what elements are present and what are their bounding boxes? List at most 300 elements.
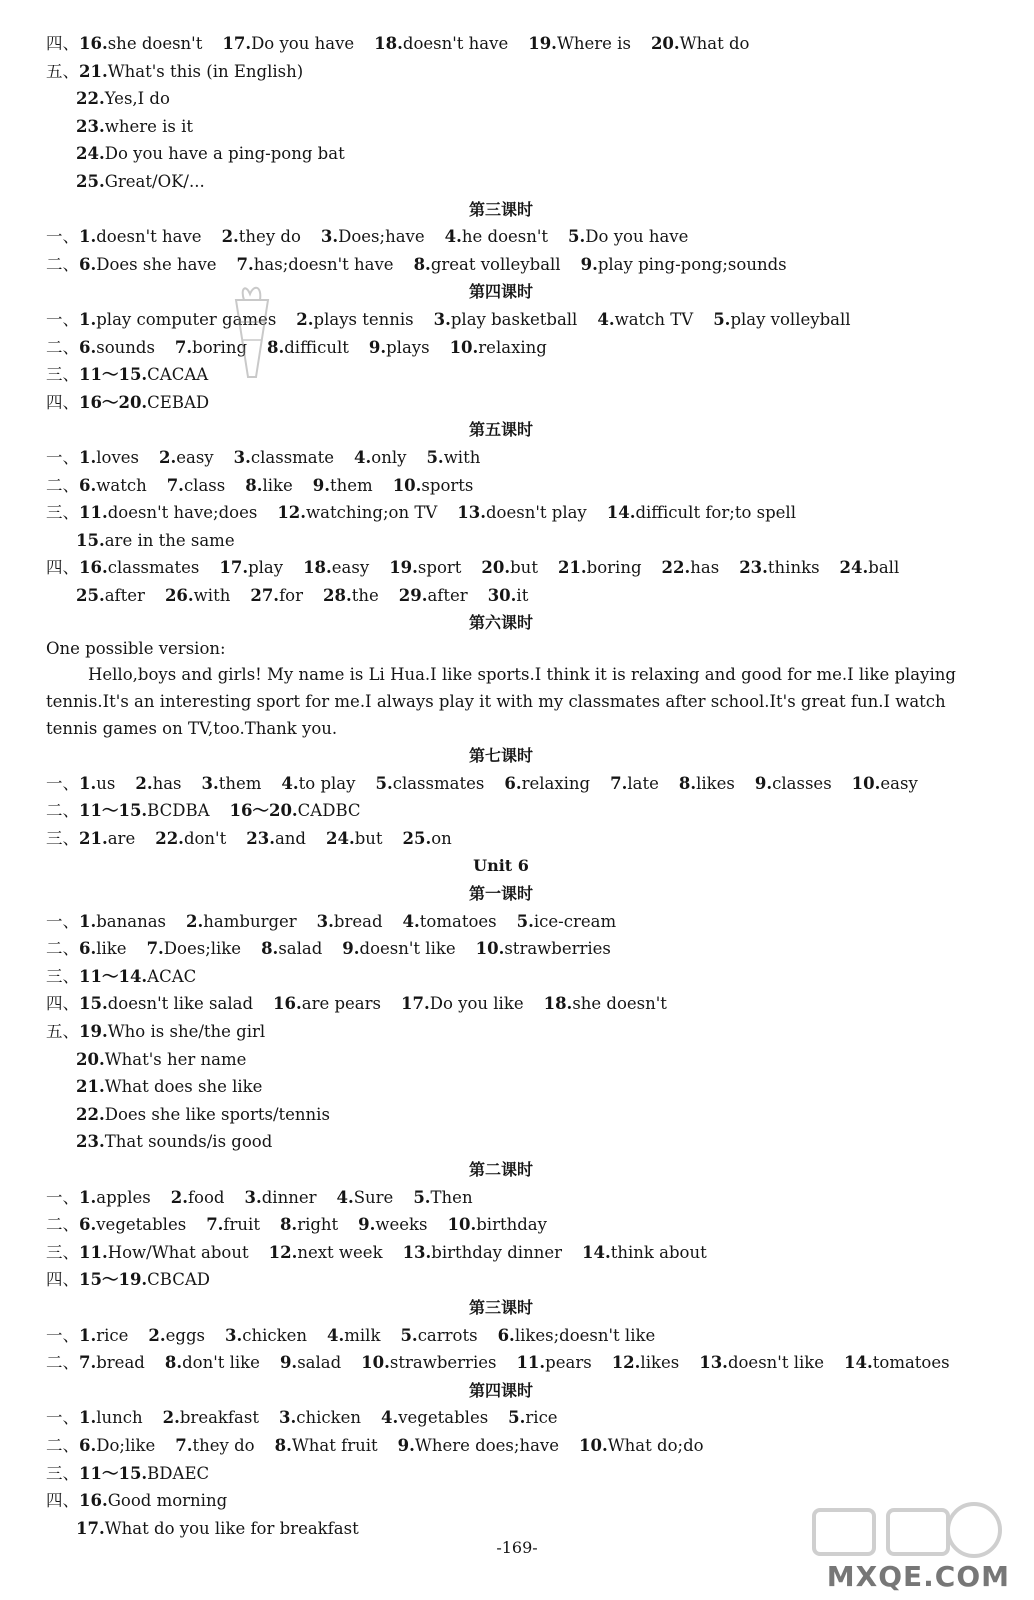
answer-text: like (96, 939, 127, 959)
question-number: 10. (579, 1435, 608, 1455)
section-label: 二、 (46, 337, 79, 357)
answer-item (321, 223, 425, 251)
answer-line (46, 306, 996, 334)
question-number: 27. (250, 585, 280, 605)
answer-text: play ping-pong;sounds (597, 254, 787, 274)
section-label: 一、 (46, 227, 79, 247)
answer-item (852, 770, 918, 798)
question-number: 13. (457, 503, 486, 523)
question-number: 24. (76, 144, 105, 164)
answer-item (79, 770, 115, 798)
question-number: 1. (79, 911, 97, 931)
answer-line (46, 527, 996, 555)
answer-line (46, 1128, 996, 1156)
answer-item (79, 1432, 155, 1460)
answer-item (261, 935, 322, 963)
question-number: 7. (146, 939, 164, 959)
answer-item (76, 1046, 246, 1074)
question-number: 19. (528, 34, 557, 53)
answer-text: dinner (261, 1187, 317, 1207)
answer-text: What does she like (104, 1077, 263, 1097)
answer-text: CADBC (297, 801, 361, 821)
answer-text: hamburger (203, 911, 297, 931)
answer-item (79, 1184, 151, 1212)
answer-item (79, 1211, 186, 1239)
question-number: 16. (79, 558, 108, 578)
answer-line (46, 1432, 996, 1460)
answer-item (159, 444, 214, 472)
answer-item (403, 1239, 562, 1267)
answer-text: Do you have (585, 227, 689, 247)
answer-item (186, 908, 297, 936)
question-number: 23. (76, 1132, 105, 1152)
answer-item (403, 908, 497, 936)
answer-text: What do you like for breakfast (104, 1518, 359, 1538)
answer-item (79, 1487, 227, 1515)
answer-item (79, 1239, 249, 1267)
answer-text: doesn't have;does (107, 503, 258, 523)
answer-text: likes (640, 1353, 680, 1373)
answer-item (398, 1432, 559, 1460)
answer-item (358, 1211, 427, 1239)
answer-text: the (351, 585, 379, 605)
answer-item (296, 306, 413, 334)
answer-text: with (443, 447, 481, 467)
answer-item (76, 582, 145, 610)
answer-line (46, 582, 996, 610)
answer-line (46, 1460, 996, 1488)
answer-item (269, 1239, 383, 1267)
answer-item (361, 1349, 496, 1377)
answer-text: ACAC (147, 966, 197, 986)
question-number: 9. (580, 254, 598, 274)
question-number: 10. (447, 1215, 477, 1235)
answer-item (206, 1211, 260, 1239)
answer-text: after (104, 585, 145, 605)
answer-item (508, 1404, 557, 1432)
answer-text: loves (96, 447, 139, 467)
section-label: 四、 (46, 392, 79, 412)
answer-item (327, 1322, 380, 1350)
section-heading: 第二课时 (468, 1159, 533, 1179)
answer-text: has (690, 558, 720, 578)
answer-text: watch TV (614, 309, 694, 329)
answer-item (389, 554, 461, 582)
question-number: 6. (79, 1435, 97, 1455)
answer-line (46, 554, 996, 582)
section-label: 二、 (46, 801, 79, 821)
answer-text: CBCAD (147, 1270, 210, 1290)
answer-text: ice-cream (533, 911, 617, 931)
section-heading: 第一课时 (468, 884, 533, 904)
section-label: 一、 (46, 309, 79, 329)
answer-line (46, 770, 996, 798)
answer-text: classes (772, 773, 832, 793)
question-number: 3. (433, 309, 451, 329)
answer-text: Yes,I do (104, 89, 170, 109)
answer-text: apples (96, 1187, 151, 1207)
answer-item (148, 1322, 205, 1350)
answer-line (46, 361, 996, 389)
question-number: 15. (76, 530, 105, 550)
answer-text: vegetables (96, 1215, 187, 1235)
question-number: 9. (312, 475, 331, 495)
question-number: 3. (320, 227, 339, 247)
answer-text: easy (331, 558, 370, 578)
watermark-text: MXQE.COM (826, 1560, 1010, 1593)
section-label: 三、 (46, 503, 79, 523)
answer-text: rice (96, 1325, 129, 1345)
question-number: 2. (186, 911, 204, 931)
answer-text: Do you have a ping-pong bat (104, 144, 345, 164)
answer-line (46, 1239, 996, 1267)
answer-text: birthday (476, 1215, 547, 1235)
answer-text: How/What about (107, 1242, 249, 1262)
question-number: 10. (392, 475, 422, 495)
answer-item (399, 582, 468, 610)
question-number: 16. (273, 994, 302, 1014)
answer-item (79, 1404, 143, 1432)
answer-text: salad (297, 1353, 342, 1373)
answer-text: relaxing (521, 773, 591, 793)
question-number: 3. (278, 1408, 297, 1428)
section-label: 四、 (46, 558, 79, 578)
question-number: 5. (516, 911, 534, 931)
answer-line (46, 472, 996, 500)
answer-line (46, 1101, 996, 1129)
question-number: 4. (336, 1187, 354, 1207)
answer-item (79, 334, 155, 362)
answer-text: relaxing (478, 337, 547, 357)
answer-item (79, 472, 147, 500)
answer-item (219, 554, 283, 582)
question-number: 7. (175, 1435, 193, 1455)
answer-text: Does she like sports/tennis (104, 1104, 330, 1124)
question-number: 28. (323, 585, 352, 605)
question-number: 5. (713, 309, 731, 329)
answer-text: where is it (104, 116, 194, 136)
answer-item (400, 1322, 477, 1350)
question-number: 11～15. (79, 1463, 148, 1483)
answer-text: ball (868, 558, 900, 578)
answer-item (393, 472, 474, 500)
answer-text: rice (525, 1408, 558, 1428)
question-number: 1. (79, 1408, 97, 1428)
answer-text: on (431, 828, 452, 848)
answer-item (713, 306, 850, 334)
answer-text: play (248, 558, 284, 578)
answer-item (237, 251, 394, 279)
answer-line (46, 1211, 996, 1239)
answer-item (582, 1239, 707, 1267)
question-number: 1. (79, 447, 97, 467)
answer-text: bread (96, 1353, 145, 1373)
answer-item (739, 554, 819, 582)
question-number: 15～19. (79, 1270, 148, 1290)
answer-item (401, 990, 524, 1018)
answer-text: us (96, 773, 116, 793)
answer-item (76, 113, 193, 141)
answer-text: milk (344, 1325, 381, 1345)
question-number: 7. (206, 1215, 224, 1235)
answer-item (326, 825, 383, 853)
answer-item (279, 1404, 361, 1432)
answer-text: Where does;have (414, 1435, 559, 1455)
question-number: 11～14. (79, 966, 148, 986)
answer-text: don't like (182, 1353, 260, 1373)
answer-item (607, 499, 796, 527)
answer-item (476, 935, 611, 963)
question-number: 4. (402, 911, 420, 931)
question-number: 1. (79, 1187, 97, 1207)
answer-text: pears (545, 1353, 592, 1373)
answer-item (303, 554, 369, 582)
answer-item (79, 797, 210, 825)
answer-item (165, 1349, 260, 1377)
answer-line (46, 963, 996, 991)
question-number: 15. (79, 994, 108, 1014)
answer-text: class (183, 475, 226, 495)
answer-line (46, 168, 996, 196)
answer-text: Does;have (338, 227, 425, 247)
answer-text: doesn't like (727, 1353, 825, 1373)
answer-text: they do (238, 227, 301, 247)
answer-text: for (279, 585, 303, 605)
answer-text: but (354, 828, 383, 848)
answer-text: sports (421, 475, 474, 495)
answer-item (317, 908, 383, 936)
answer-item (544, 990, 667, 1018)
answer-text: What's this (in English) (107, 61, 304, 81)
section-label: 二、 (46, 254, 79, 274)
question-number: 9. (358, 1215, 376, 1235)
answer-item (79, 1266, 210, 1294)
answer-item (76, 140, 345, 168)
answer-line (46, 1073, 996, 1101)
answer-text: breakfast (179, 1408, 259, 1428)
answer-item (171, 1184, 225, 1212)
answer-text: boring (192, 337, 248, 357)
question-number: 18. (303, 558, 332, 578)
answer-text: next week (297, 1242, 383, 1262)
question-number: 19. (79, 1022, 108, 1041)
section-label: 四、 (46, 1270, 79, 1290)
question-number: 16～20. (79, 392, 148, 412)
answer-item (413, 1184, 472, 1212)
answer-text: they do (192, 1435, 255, 1455)
section-label: 一、 (46, 773, 79, 793)
answer-item (280, 1349, 341, 1377)
question-number: 22. (76, 1104, 105, 1124)
answer-text: doesn't have (402, 34, 509, 53)
answer-text: are (107, 828, 136, 848)
answer-item (76, 1101, 330, 1129)
answer-text: bread (333, 911, 383, 931)
question-number: 11. (516, 1353, 546, 1373)
answer-item (79, 990, 253, 1018)
answer-text: tomatoes (872, 1353, 950, 1373)
answer-item (79, 1349, 145, 1377)
answer-item (76, 1073, 262, 1101)
answer-item (280, 1211, 338, 1239)
section-heading: 第四课时 (468, 1380, 533, 1400)
answer-item (568, 223, 688, 251)
question-number: 3. (233, 447, 251, 467)
answer-item (79, 908, 166, 936)
answer-text: it (516, 585, 529, 605)
answer-line (46, 223, 996, 251)
section-label: 二、 (46, 1435, 79, 1455)
answer-item (448, 1211, 547, 1239)
question-number: 7. (236, 254, 254, 274)
answer-item (445, 223, 548, 251)
answer-text: to play (298, 773, 356, 793)
answer-item (504, 770, 590, 798)
answer-item (342, 935, 455, 963)
answer-line (46, 140, 996, 168)
section-label: 四、 (46, 994, 79, 1014)
answer-line (46, 1018, 996, 1046)
question-number: 18. (543, 994, 573, 1014)
question-number: 25. (402, 828, 432, 848)
answer-item (155, 825, 226, 853)
answer-item (375, 770, 484, 798)
answer-text: Do you like (429, 994, 524, 1014)
section-label: 一、 (46, 447, 79, 467)
answer-line (46, 444, 996, 472)
question-number: 22. (155, 828, 184, 848)
answer-text: great volleyball (430, 254, 561, 274)
answer-item (336, 1184, 393, 1212)
answer-item (167, 472, 226, 500)
answer-item (277, 499, 437, 527)
section-label: 三、 (46, 828, 79, 848)
answer-text: fruit (223, 1215, 260, 1235)
question-number: 11～15. (79, 365, 148, 385)
question-number: 7. (174, 337, 193, 357)
answer-text: vegetables (398, 1408, 489, 1428)
question-number: 11～15. (79, 801, 148, 821)
answer-text: chicken (296, 1408, 361, 1428)
answer-item (76, 85, 170, 113)
section-heading: 第三课时 (468, 199, 533, 219)
answer-line (46, 113, 996, 141)
answer-text: Do you have (251, 34, 355, 53)
answer-text: play computer games (96, 309, 277, 329)
question-number: 23. (739, 558, 768, 578)
answer-text: doesn't like salad (107, 994, 254, 1014)
answer-item (79, 251, 217, 279)
answer-text: them (218, 773, 262, 793)
answer-item (222, 30, 354, 58)
question-number: 4. (327, 1325, 345, 1345)
answer-item (147, 935, 242, 963)
answer-text: salad (278, 939, 323, 959)
question-number: 25. (76, 585, 105, 605)
answer-item (225, 1322, 307, 1350)
answer-text: carrots (417, 1325, 478, 1345)
question-number: 20. (481, 558, 511, 578)
section-label: 三、 (46, 1242, 79, 1262)
answer-item (175, 1432, 254, 1460)
answer-text: but (510, 558, 538, 578)
question-number: 6. (79, 337, 97, 357)
answer-item (450, 334, 547, 362)
answer-item (323, 582, 379, 610)
answer-text: birthday dinner (431, 1242, 562, 1262)
question-number: 10. (361, 1353, 390, 1373)
answer-text: CEBAD (147, 392, 210, 412)
answer-text: Does;like (163, 939, 242, 959)
answer-line (46, 1184, 996, 1212)
answer-text: What fruit (291, 1435, 378, 1455)
answer-text: difficult (284, 337, 349, 357)
essay-intro: One possible version: (46, 639, 226, 659)
question-number: 10. (475, 939, 505, 959)
question-number: 4. (281, 773, 299, 793)
answer-text: he doesn't (461, 227, 549, 247)
answer-item (457, 499, 586, 527)
answer-item (79, 499, 257, 527)
question-number: 4. (597, 309, 615, 329)
question-number: 5. (375, 773, 393, 793)
answer-text: lunch (96, 1408, 143, 1428)
question-number: 30. (487, 585, 517, 605)
answer-line (46, 825, 996, 853)
answer-line (46, 499, 996, 527)
question-number: 25. (76, 171, 105, 191)
answer-item (488, 582, 529, 610)
section-label: 一、 (46, 1325, 79, 1345)
question-number: 1. (79, 227, 97, 247)
answer-item (558, 554, 642, 582)
answer-text: Then (430, 1187, 473, 1207)
answer-text: right (297, 1215, 339, 1235)
question-number: 8. (267, 337, 285, 357)
question-number: 22. (76, 89, 105, 109)
answer-text: BDAEC (147, 1463, 210, 1483)
section-heading: 第四课时 (468, 282, 533, 302)
section-label: 五、 (46, 1022, 79, 1041)
question-number: 8. (413, 254, 431, 274)
answer-text: don't (183, 828, 227, 848)
answer-text: them (330, 475, 373, 495)
question-number: 9. (368, 337, 387, 357)
answer-line (46, 908, 996, 936)
question-number: 12. (268, 1242, 298, 1262)
answer-text: likes (696, 773, 735, 793)
answer-text: only (371, 447, 407, 467)
answer-text: classmates (392, 773, 485, 793)
answer-item (374, 30, 508, 58)
answer-item (202, 770, 262, 798)
question-number: 8. (279, 1215, 298, 1235)
question-number: 2. (148, 1325, 166, 1345)
section-label: 三、 (46, 966, 79, 986)
answer-text: easy (176, 447, 214, 467)
answer-line (46, 1349, 996, 1377)
answer-text: sounds (96, 337, 155, 357)
essay-paragraph: Hello,boys and girls! My name is Li Hua.I like sports.I think it is relaxing and good for me.I like playing tennis.It's an interesting sport for me.I always play it with my classmates after school.It's great fun.I watch tennis games on TV,too.Thank you. (46, 665, 956, 739)
answer-item (245, 1184, 317, 1212)
answer-item (79, 554, 199, 582)
answer-text: CACAA (147, 365, 209, 385)
answer-text: eggs (165, 1325, 205, 1345)
section-label: 二、 (46, 939, 79, 959)
answer-item (79, 223, 202, 251)
question-number: 3. (201, 773, 219, 793)
answer-line (46, 1266, 996, 1294)
